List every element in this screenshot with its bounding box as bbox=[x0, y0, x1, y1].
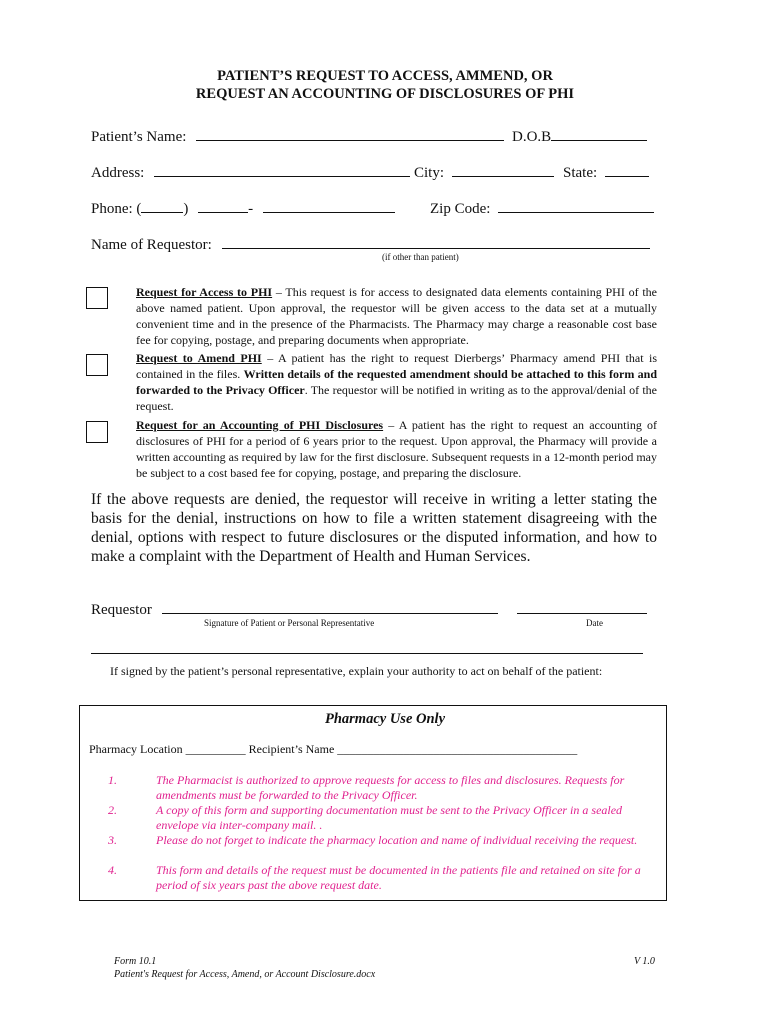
recipient-name-field[interactable]: Recipient’s Name ________________________________________ bbox=[248, 742, 578, 756]
requestor-signature-row bbox=[91, 599, 498, 619]
amend-request-heading: Request to Amend PHI bbox=[136, 351, 262, 365]
state-label: State: bbox=[563, 165, 598, 181]
pharmacy-item-text: A copy of this form and supporting documentation must be sent to the Privacy Officer in a sealed envelope via inter-company mail. . bbox=[156, 803, 623, 832]
date-caption: Date bbox=[586, 618, 603, 628]
footer-version: V 1.0 bbox=[634, 956, 655, 967]
signature-field[interactable] bbox=[162, 599, 498, 614]
state-row bbox=[563, 162, 649, 182]
pharmacy-location-field[interactable]: Pharmacy Location __________ bbox=[89, 742, 246, 756]
address-field[interactable] bbox=[154, 162, 410, 177]
requestor-name-label: Name of Requestor: bbox=[91, 237, 212, 253]
footer-form-number: Form 10.1 bbox=[114, 956, 157, 967]
form-title-line-1: PATIENT’S REQUEST TO ACCESS, AMMEND, OR bbox=[217, 68, 553, 84]
footer-filename: Patient's Request for Access, Amend, or Account Disclosure.docx bbox=[114, 969, 376, 980]
form-title-line-2: REQUEST AN ACCOUNTING OF DISCLOSURES OF PHI bbox=[195, 86, 575, 102]
requestor-name-field[interactable] bbox=[222, 234, 650, 249]
pharmacy-item-number: 4. bbox=[108, 863, 117, 877]
requestor-label: Requestor bbox=[91, 602, 152, 618]
accounting-request-text: Request for an Accounting of PHI Disclosures – A patient has the right to request an accounting of disclosures of PHI for a period of 6 years prior to the request. Upon approval, the Pharmacy will provide a written accounting as required by law for the first disclosure. Subsequent requests in a 12-month period may be subject to a cost based fee for copying, postage, and preparing the disclosure. bbox=[136, 418, 657, 480]
pharmacy-item-text: This form and details of the request must be documented in the patients file and retained on site for a period of six years past the above request date. bbox=[156, 863, 641, 892]
authority-text: If signed by the patient’s personal representative, explain your authority to act on behalf of the patient: bbox=[110, 664, 603, 678]
city-label: City: bbox=[414, 165, 445, 181]
access-request-text: Request for Access to PHI – This request is for access to designated data elements containing PHI of the above named patient. Upon approval, the requestor will be given access to the data set at a mutually convenient time and in the presence of the Pharmacists. The Pharmacy may charge a reasonable cost base fee for copying, postage, and preparing documents when appropriate. bbox=[136, 285, 658, 347]
amend-request-checkbox[interactable] bbox=[86, 354, 108, 376]
access-request-heading: Request for Access to PHI bbox=[136, 285, 273, 299]
pharmacy-item-number: 2. bbox=[108, 803, 117, 817]
pharmacy-item-number: 1. bbox=[108, 773, 117, 787]
authority-line[interactable] bbox=[91, 653, 643, 654]
accounting-request-checkbox[interactable] bbox=[86, 421, 108, 443]
denial-paragraph: If the above requests are denied, the requestor will receive in writing a letter stating the basis for the denial, instructions on how to file a written statement disagreeing with the denial, options with respect to future disclosures or the disputed information, and how to make a complaint with the Department of Health and Human Services. bbox=[91, 491, 657, 565]
zip-label: Zip Code: bbox=[430, 201, 491, 217]
phone-number-field[interactable] bbox=[263, 198, 395, 213]
pharmacy-item-text: The Pharmacist is authorized to approve requests for access to files and disclosures. Requests for amendments must be forwarded to the Privacy Officer. bbox=[156, 773, 625, 802]
pharmacy-item-text: Please do not forget to indicate the pharmacy location and name of individual receiving the request. bbox=[156, 833, 638, 847]
zip-row bbox=[430, 198, 654, 218]
pharmacy-item-number: 3. bbox=[108, 833, 117, 847]
phone-dash: - bbox=[248, 201, 254, 217]
dob-label: D.O.B bbox=[512, 129, 552, 145]
patient-name-row bbox=[91, 126, 504, 146]
phone-label: Phone: ( bbox=[91, 201, 142, 217]
phone-prefix-field[interactable] bbox=[198, 198, 248, 213]
requestor-note: (if other than patient) bbox=[382, 252, 459, 262]
pharmacy-fields-row bbox=[89, 742, 577, 757]
address-label: Address: bbox=[91, 165, 145, 181]
phone-close-paren: ) bbox=[183, 201, 189, 217]
city-row bbox=[414, 162, 554, 182]
city-field[interactable] bbox=[452, 162, 554, 177]
signature-caption: Signature of Patient or Personal Representative bbox=[204, 618, 375, 628]
date-field[interactable] bbox=[517, 599, 647, 614]
address-row bbox=[91, 162, 410, 182]
phone-row bbox=[91, 198, 395, 218]
amend-request-text: Request to Amend PHI – A patient has the right to request Dierbergs’ Pharmacy amend PHI that is contained in the files. Written details of the requested amendment should be attached to this form and forwarded to the Privacy Officer. The requestor will be notified in writing as to the approval/denial of the request. bbox=[136, 351, 658, 413]
requestor-name-row bbox=[91, 234, 650, 254]
accounting-request-heading: Request for an Accounting of PHI Disclosures bbox=[136, 418, 384, 432]
pharmacy-use-title: Pharmacy Use Only bbox=[324, 711, 445, 727]
phone-area-code-field[interactable] bbox=[141, 198, 183, 213]
access-request-checkbox[interactable] bbox=[86, 287, 108, 309]
state-field[interactable] bbox=[605, 162, 649, 177]
patient-name-field[interactable] bbox=[196, 126, 504, 141]
dob-field[interactable] bbox=[551, 126, 647, 141]
zip-field[interactable] bbox=[498, 198, 654, 213]
dob-row bbox=[512, 126, 647, 146]
patient-name-label: Patient’s Name: bbox=[91, 129, 187, 145]
